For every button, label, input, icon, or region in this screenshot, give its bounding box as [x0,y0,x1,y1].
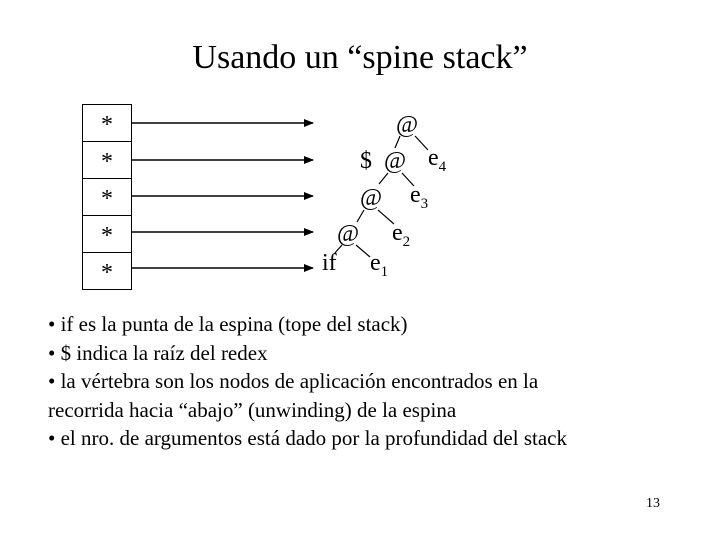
root-app-node: @ [396,112,419,138]
head-if-node: if [322,250,337,276]
argument-label: e [410,182,421,208]
argument-node [392,220,410,250]
argument-subscript: 2 [402,234,411,250]
stack-cell: * [83,179,131,216]
stack-cell: * [83,216,131,253]
stack-cell: * [83,253,131,290]
argument-node [370,250,388,280]
slide-title: Usando un “spine stack” [192,39,528,76]
bullet-line: recorrida hacia “abajo” (unwinding) de la espina [48,397,457,422]
bullet-line: • if es la punta de la espina (tope del stack) [48,312,408,336]
argument-label: e [428,145,439,171]
argument-label: e [370,250,381,276]
argument-node [410,182,428,212]
bullet-line: • el nro. de argumentos está dado por la profundidad del stack [48,426,567,450]
app-node: @ [337,221,360,247]
argument-subscript: 4 [438,159,447,175]
app-node: @ [360,185,383,211]
tree-edge [379,173,388,184]
argument-label: e [392,220,403,246]
page-number: 13 [646,496,660,511]
bullet-line: • la vértebra son los nodos de aplicación encontrados en la [48,369,539,393]
app-node: @ [384,148,407,174]
redex-root-marker: $ [360,148,372,174]
argument-subscript: 1 [380,264,389,280]
argument-subscript: 3 [420,196,429,212]
bullet-line: • $ indica la raíz del redex [48,340,268,365]
bullet-list [48,310,708,453]
stack-cell: * [83,105,131,142]
stack-cell: * [83,142,131,179]
argument-node [428,145,447,175]
tree-edge [415,136,428,150]
